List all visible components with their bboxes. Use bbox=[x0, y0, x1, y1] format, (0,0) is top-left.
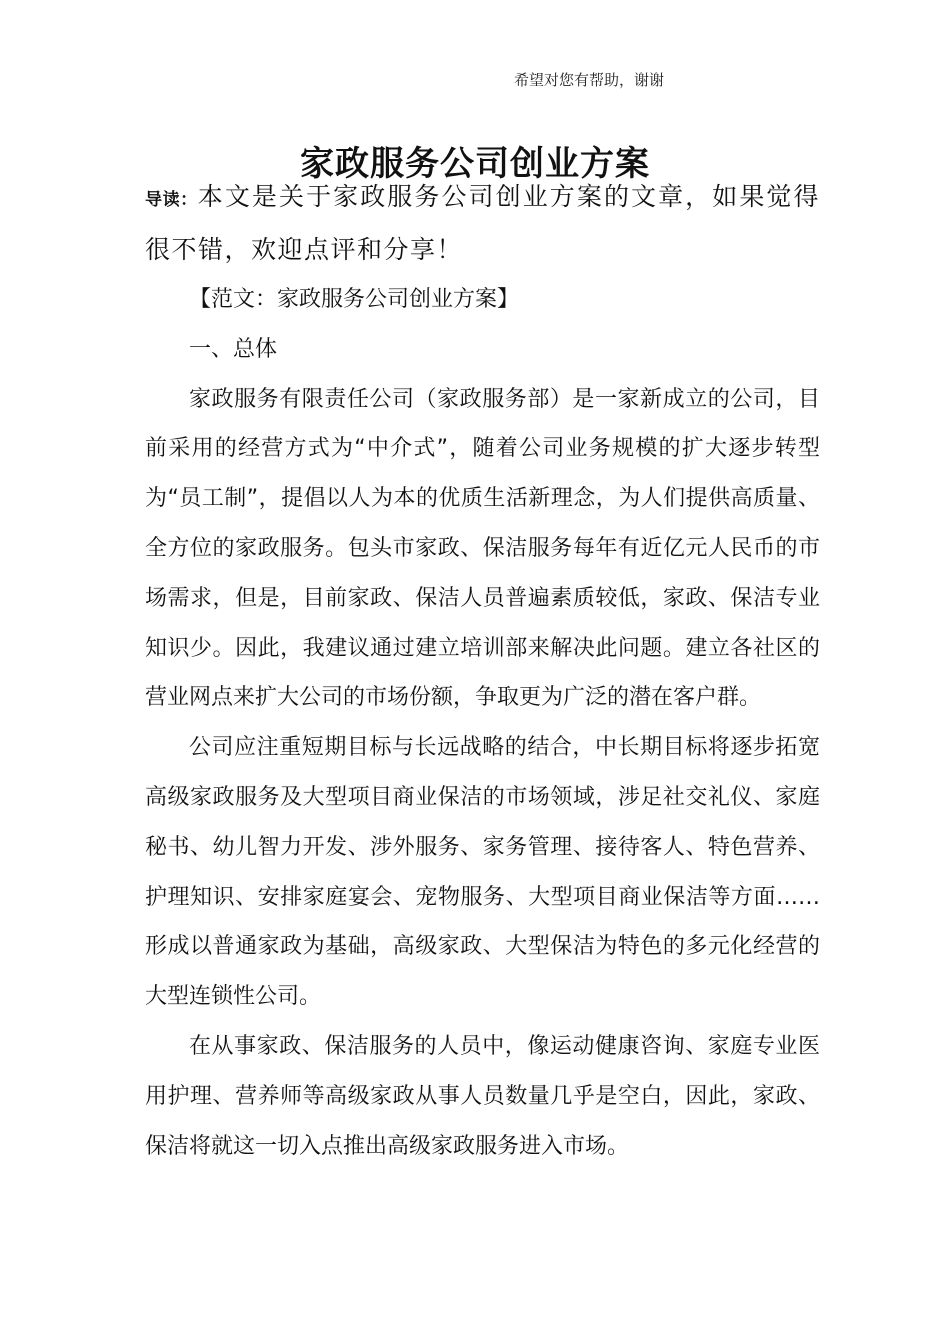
document-title: 家政服务公司创业方案 bbox=[300, 143, 650, 184]
body-paragraph: 家政服务有限责任公司（家政服务部）是一家新成立的公司，目前采用的经营方式为“中介式”，随着公司业务规模的扩大逐步转型为“员工制”，提倡以人为本的优质生活新理念，为人们提供高质量、全方位的家政服务。包头市家政、保洁服务每年有近亿元人民币的市场需求，但是，目前家政、保洁人员普遍素质较低，家政、保洁专业知识少。因此，我建议通过建立培训部来解决此问题。建立各社区的营业网点来扩大公司的市场份额，争取更为广泛的潜在客户群。 bbox=[145, 386, 820, 711]
header-note: 希望对您有帮助，谢谢 bbox=[514, 71, 665, 89]
section-heading-overall: 一、总体 bbox=[189, 336, 278, 362]
body-paragraph: 在从事家政、保洁服务的人员中，像运动健康咨询、家庭专业医用护理、营养师等高级家政从事人员数量几乎是空白，因此，家政、保洁将就这一切入点推出高级家政服务进入市场。 bbox=[145, 1033, 820, 1159]
document-body bbox=[145, 172, 820, 1171]
intro-paragraph bbox=[145, 172, 820, 275]
intro-label: 导读： bbox=[145, 190, 198, 210]
sample-heading: 【范文：家政服务公司创业方案】 bbox=[189, 287, 520, 312]
body-paragraph: 公司应注重短期目标与长远战略的结合，中长期目标将逐步拓宽高级家政服务及大型项目商业保洁的市场领域，涉足社交礼仪、家庭秘书、幼儿智力开发、涉外服务、家务管理、接待客人、特色营养、护理知识、安排家庭宴会、宠物服务、大型项目商业保洁等方面……形成以普通家政为基础，高级家政、大型保洁为特色的多元化经营的大型连锁性公司。 bbox=[145, 735, 820, 1010]
intro-text: 本文是关于家政服务公司创业方案的文章，如果觉得很不错，欢迎点评和分享！ bbox=[145, 182, 820, 264]
